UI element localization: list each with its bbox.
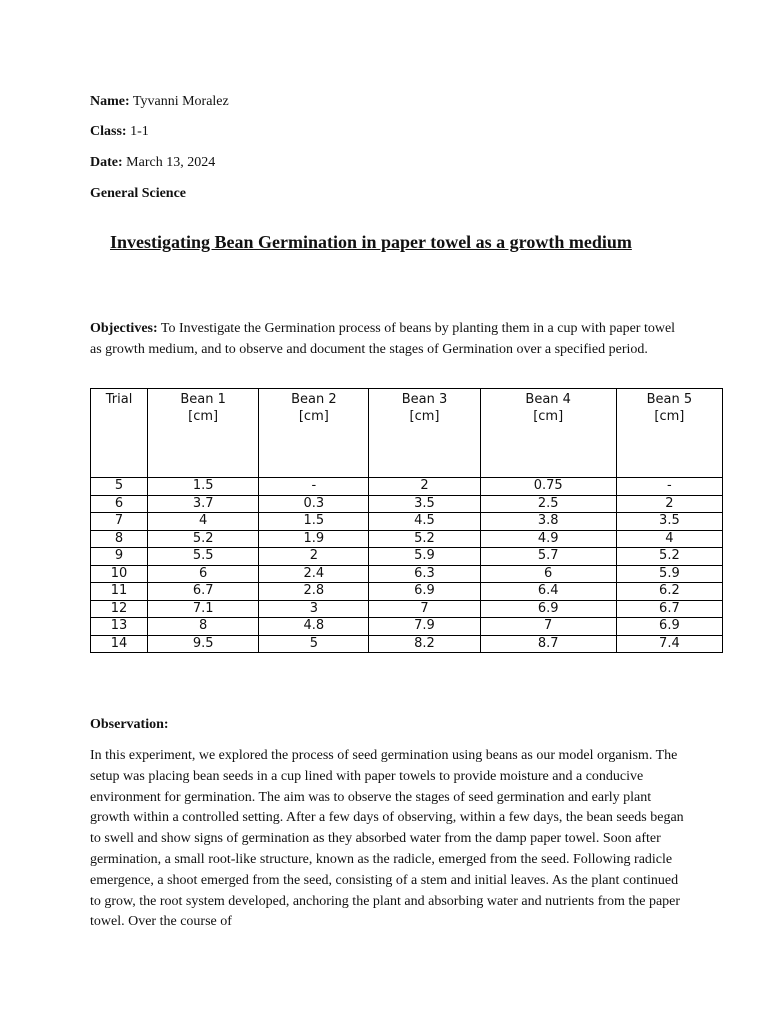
table-row [91, 548, 723, 566]
table-row [91, 513, 723, 531]
objectives-paragraph [90, 318, 690, 360]
table-cell: 7.1 [148, 600, 259, 618]
report-title: Investigating Bean Germination in paper towel as a growth medium [110, 232, 632, 252]
table-cell: 7 [369, 600, 480, 618]
table-cell: 1.5 [148, 478, 259, 496]
table-cell: - [259, 478, 369, 496]
table-cell: 2.5 [480, 495, 616, 513]
observation-heading: Observation: [90, 717, 169, 732]
table-cell: 2.8 [259, 583, 369, 601]
table-cell: 5.2 [148, 530, 259, 548]
table-row [91, 530, 723, 548]
date-field [90, 155, 215, 171]
table-cell: 5.2 [616, 548, 722, 566]
table-cell: 3.7 [148, 495, 259, 513]
table-row [91, 583, 723, 601]
table-cell: 6 [91, 495, 148, 513]
objectives-text: To Investigate the Germination process of beans by planting them in a cup with paper towel as growth medium, and to observe and document the stages of Germination over a specified period. [90, 321, 676, 357]
table-cell: 6.9 [480, 600, 616, 618]
table-cell: 0.3 [259, 495, 369, 513]
table-cell: 6.9 [616, 618, 722, 636]
table-cell: 12 [91, 600, 148, 618]
observation-paragraph: In this experiment, we explored the process of seed germination using beans as our model organism. The setup was placing bean seeds in a cup lined with paper towels to provide moisture and a conducive environment for germination. The aim was to observe the stages of seed germination and early plant growth within a controlled setting. After a few days of observing, within a few days, the bean seeds began to swell and show signs of germination as they absorbed water from the damp paper towel. Soon after germination, a small root-like structure, known as the radicle, emerged from the seed. Following radicle emergence, a shoot emerged from the seed, consisting of a stem and initial leaves. As the plant continued to grow, the root system developed, anchoring the plant and absorbing water and nutrients from the paper towel. Over the course of [90, 748, 684, 930]
header-cell-bean-4: Bean 4 [cm] [480, 389, 616, 478]
table-cell: 6.2 [616, 583, 722, 601]
table-row [91, 495, 723, 513]
header-cell-bean-2: Bean 2 [cm] [259, 389, 369, 478]
table-cell: 14 [91, 635, 148, 653]
table-row [91, 635, 723, 653]
table-cell: 5.7 [480, 548, 616, 566]
table-cell: 6.7 [148, 583, 259, 601]
table-cell: 6.4 [480, 583, 616, 601]
table-cell: 8.2 [369, 635, 480, 653]
table-cell: 6 [148, 565, 259, 583]
table-cell: 8.7 [480, 635, 616, 653]
table-cell: 2 [259, 548, 369, 566]
class-value: 1-1 [130, 124, 149, 139]
name-label: Name: [90, 94, 130, 109]
table-cell: 4 [148, 513, 259, 531]
name-field [90, 94, 229, 110]
class-label: Class: [90, 124, 127, 139]
table-cell: 3.8 [480, 513, 616, 531]
table-body [91, 478, 723, 653]
table-cell: 1.9 [259, 530, 369, 548]
table-cell: 7 [91, 513, 148, 531]
table-row [91, 618, 723, 636]
table-cell: 7 [480, 618, 616, 636]
table-cell: 7.4 [616, 635, 722, 653]
table-cell: 3.5 [616, 513, 722, 531]
table-cell: 4 [616, 530, 722, 548]
table-cell: 6.3 [369, 565, 480, 583]
objectives-label: Objectives: [90, 321, 158, 336]
table-cell: 4.9 [480, 530, 616, 548]
table-cell: 5.2 [369, 530, 480, 548]
table-cell: 13 [91, 618, 148, 636]
table-cell: 6.7 [616, 600, 722, 618]
table-cell: 5.5 [148, 548, 259, 566]
header-cell-bean-3: Bean 3 [cm] [369, 389, 480, 478]
table-row [91, 478, 723, 496]
table-cell: 5.9 [369, 548, 480, 566]
header-cell-trial: Trial [91, 389, 148, 478]
table-cell: - [616, 478, 722, 496]
table-cell: 8 [148, 618, 259, 636]
table-cell: 1.5 [259, 513, 369, 531]
table-row [91, 600, 723, 618]
table-cell: 9 [91, 548, 148, 566]
table-cell: 10 [91, 565, 148, 583]
subject-heading: General Science [90, 186, 187, 201]
table-cell: 7.9 [369, 618, 480, 636]
table-cell: 11 [91, 583, 148, 601]
table-cell: 6 [480, 565, 616, 583]
table-cell: 2 [369, 478, 480, 496]
table-cell: 6.9 [369, 583, 480, 601]
table-cell: 4.8 [259, 618, 369, 636]
table-cell: 3 [259, 600, 369, 618]
header-cell-bean-1: Bean 1 [cm] [148, 389, 259, 478]
growth-data-table [90, 388, 723, 653]
table-cell: 5.9 [616, 565, 722, 583]
table-cell: 8 [91, 530, 148, 548]
header-cell-bean-5: Bean 5 [cm] [616, 389, 722, 478]
date-label: Date: [90, 155, 123, 170]
table-cell: 2.4 [259, 565, 369, 583]
class-field [90, 124, 149, 140]
table-row [91, 565, 723, 583]
table-cell: 3.5 [369, 495, 480, 513]
table-cell: 0.75 [480, 478, 616, 496]
table-cell: 5 [91, 478, 148, 496]
table-cell: 9.5 [148, 635, 259, 653]
date-value: March 13, 2024 [126, 155, 216, 170]
table-cell: 2 [616, 495, 722, 513]
table-cell: 5 [259, 635, 369, 653]
table-header-row [91, 389, 723, 478]
name-value: Tyvanni Moralez [132, 94, 229, 109]
table-cell: 4.5 [369, 513, 480, 531]
